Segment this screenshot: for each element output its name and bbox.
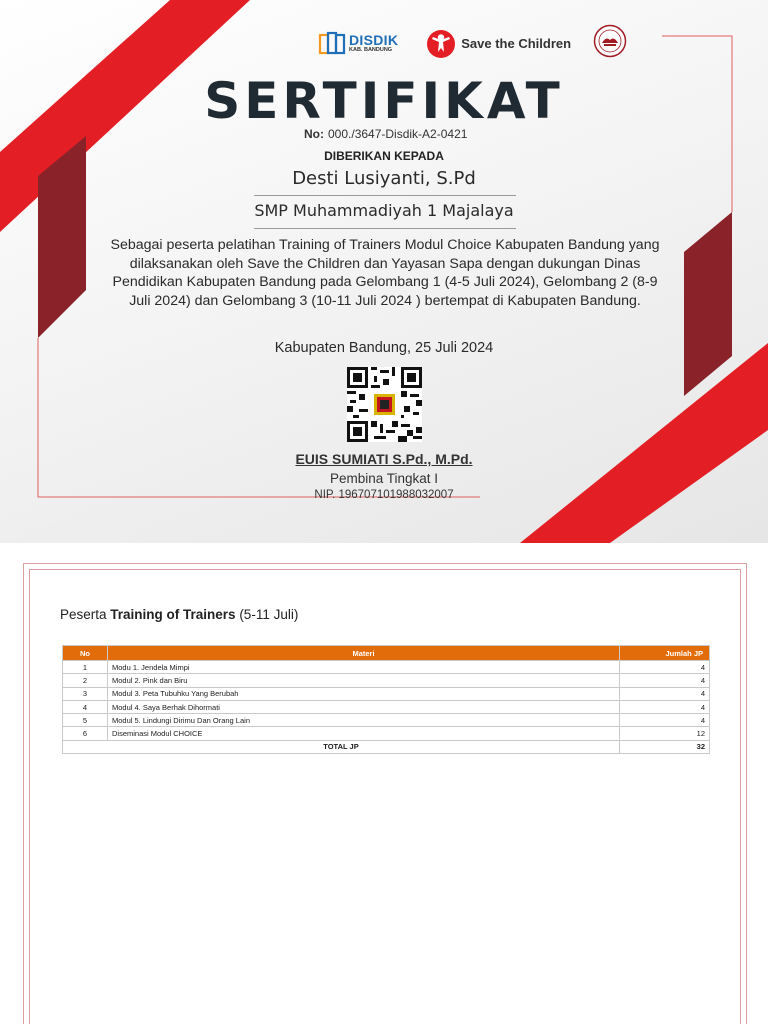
title-bold: Training of Trainers bbox=[110, 607, 236, 622]
title-suffix: (5-11 Juli) bbox=[235, 607, 299, 622]
place-date: Kabupaten Bandung, 25 Juli 2024 bbox=[274, 340, 494, 356]
row-materi: Diseminasi Modul CHOICE bbox=[108, 727, 620, 740]
save-the-children-logo bbox=[426, 29, 571, 59]
table-row bbox=[63, 687, 710, 700]
yayasan-sapa-logo bbox=[593, 24, 627, 63]
ribbon-shadow-right bbox=[684, 212, 732, 396]
save-the-children-text: Save the Children bbox=[461, 36, 572, 51]
page-two-frame bbox=[23, 563, 747, 1024]
page-two-inner-frame bbox=[29, 569, 741, 1024]
table-row bbox=[63, 714, 710, 727]
certificate-number-label: No: bbox=[304, 127, 324, 141]
divider bbox=[254, 228, 516, 229]
recipient-name: Desti Lusiyanti, S.Pd bbox=[292, 168, 476, 189]
header-no: No bbox=[63, 646, 108, 661]
signatory-nip: NIP. 196707101988032007 bbox=[314, 489, 454, 501]
disdik-subtitle: KAB. BANDUNG bbox=[349, 47, 393, 54]
disdik-name: DISDIK bbox=[349, 32, 399, 49]
table-row bbox=[63, 661, 710, 674]
disdik-book-icon bbox=[318, 31, 346, 57]
row-materi: Modul 2. Pink dan Biru bbox=[108, 674, 620, 687]
given-to-label: DIBERIKAN KEPADA bbox=[324, 149, 444, 163]
table-row bbox=[63, 674, 710, 687]
row-no: 2 bbox=[63, 674, 108, 687]
table-header-row bbox=[63, 646, 710, 661]
header-materi: Materi bbox=[108, 646, 620, 661]
total-value: 32 bbox=[620, 740, 710, 753]
row-jp: 4 bbox=[620, 714, 710, 727]
table-row bbox=[63, 727, 710, 740]
row-no: 5 bbox=[63, 714, 108, 727]
signatory-name: EUIS SUMIATI S.Pd., M.Pd. bbox=[295, 451, 473, 467]
qr-code-icon bbox=[347, 367, 422, 442]
row-no: 3 bbox=[63, 687, 108, 700]
table-total-row bbox=[63, 740, 710, 753]
certificate-description: Sebagai peserta pelatihan Training of Trainers Modul Choice Kabupaten Bandung yang dilaksanakan oleh Save the Children dan Yayasan Sapa dengan dukungan Dinas Pendidikan Kabupaten Bandung pada Gelombang 1 (4-5 Juli 2024), Gelombang 2 (8-9 Juli 2024) dan Gelombang 3 (10-11 Juli 2024 ) bertempat di Kabupaten Bandung. bbox=[110, 237, 660, 309]
recipient-school: SMP Muhammadiyah 1 Majalaya bbox=[254, 201, 514, 220]
row-materi: Modu 1. Jendela Mimpi bbox=[108, 661, 620, 674]
training-table-title bbox=[60, 607, 298, 622]
total-label: TOTAL JP bbox=[63, 740, 620, 753]
row-no: 6 bbox=[63, 727, 108, 740]
row-jp: 4 bbox=[620, 700, 710, 713]
row-no: 1 bbox=[63, 661, 108, 674]
row-materi: Modul 3. Peta Tubuhku Yang Berubah bbox=[108, 687, 620, 700]
divider bbox=[254, 195, 516, 196]
header-jumlah-jp: Jumlah JP bbox=[620, 646, 710, 661]
training-modules-table bbox=[62, 645, 710, 754]
row-jp: 4 bbox=[620, 661, 710, 674]
certificate-title: SERTIFIKAT bbox=[204, 72, 564, 130]
row-jp: 4 bbox=[620, 687, 710, 700]
yayasan-sapa-seal-icon bbox=[593, 24, 627, 58]
logo-row bbox=[318, 24, 627, 63]
ribbon-bottom-right bbox=[520, 343, 768, 543]
row-no: 4 bbox=[63, 700, 108, 713]
table-row bbox=[63, 700, 710, 713]
signatory-rank: Pembina Tingkat I bbox=[329, 471, 439, 486]
row-jp: 4 bbox=[620, 674, 710, 687]
row-materi: Modul 5. Lindungi Dirimu Dan Orang Lain bbox=[108, 714, 620, 727]
title-prefix: Peserta bbox=[60, 607, 111, 622]
certificate-number-value: 000./3647-Disdik-A2-0421 bbox=[328, 127, 468, 141]
disdik-logo bbox=[318, 31, 398, 57]
save-the-children-icon bbox=[426, 29, 456, 59]
certificate-number bbox=[304, 127, 467, 141]
row-jp: 12 bbox=[620, 727, 710, 740]
row-materi: Modul 4. Saya Berhak Dihormati bbox=[108, 700, 620, 713]
